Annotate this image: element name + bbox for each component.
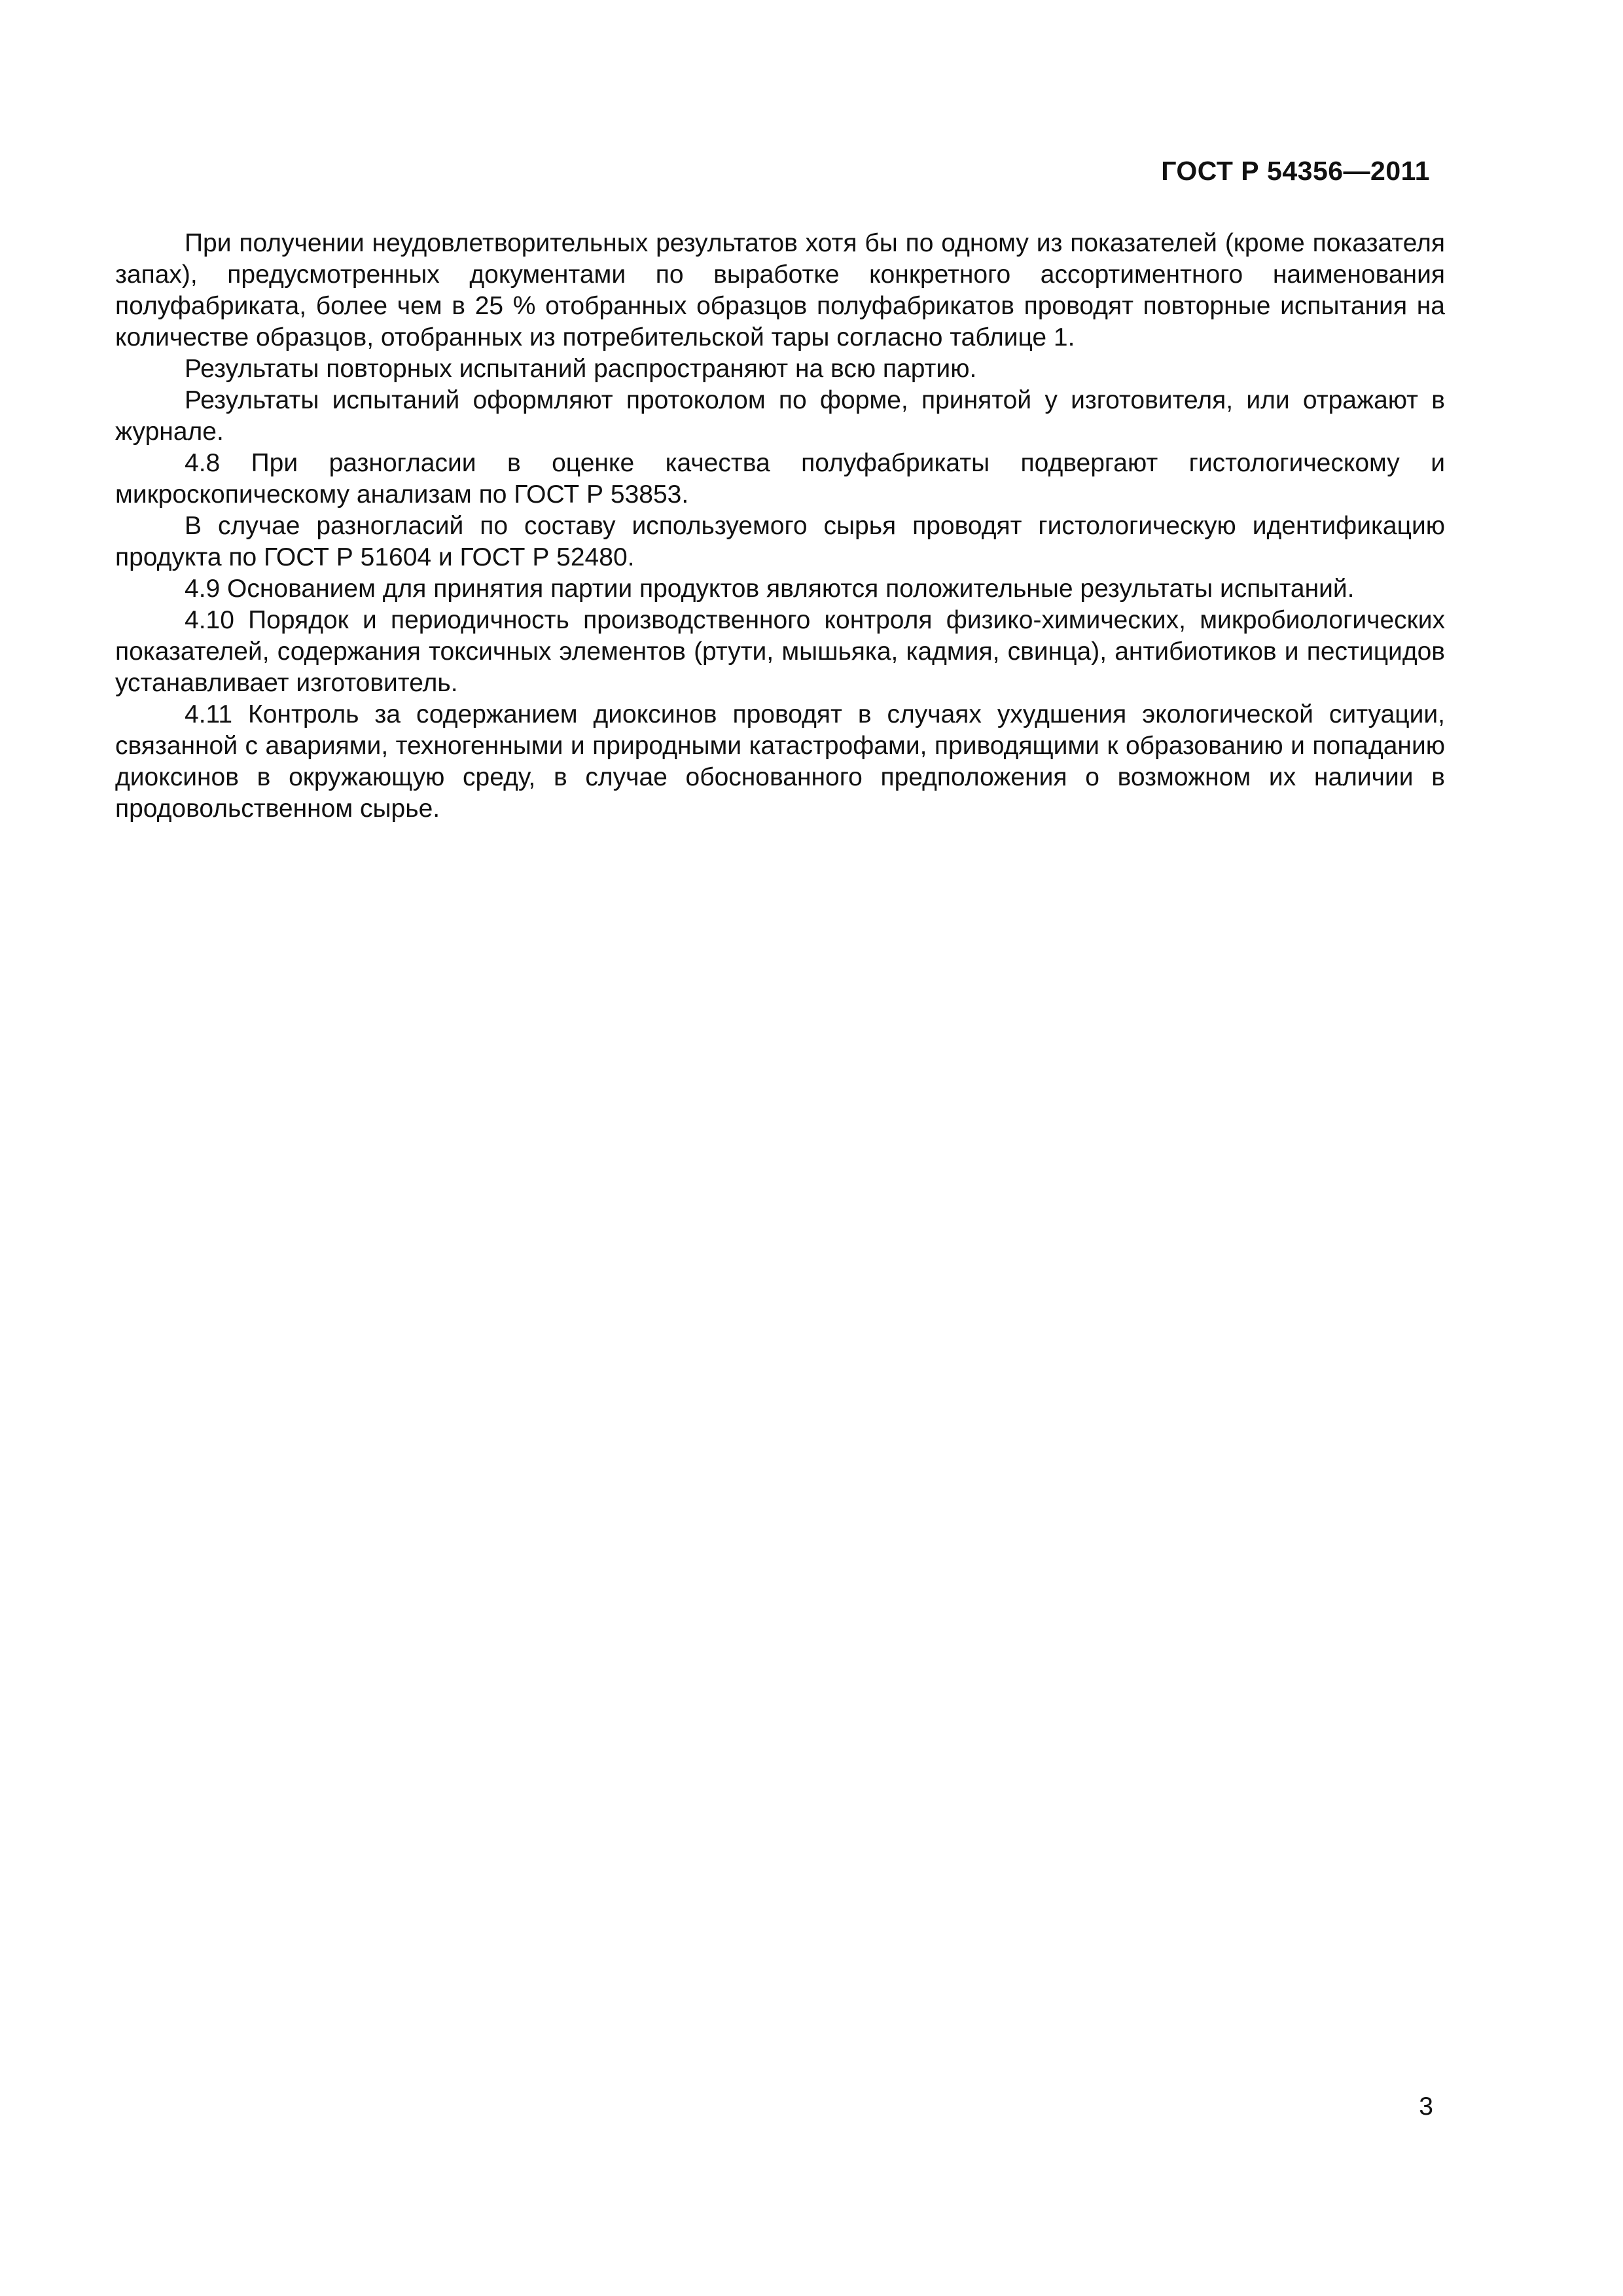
standard-code-header: ГОСТ Р 54356—2011 [1161,156,1430,186]
clause-4-9: 4.9 Основанием для принятия партии продуктов являются положительные результаты испытаний. [185,575,1355,603]
paragraph-test-results-record: Результаты испытаний оформляют протоколом по форме, принятой у изготовителя, или отражают в журнале. [115,386,1445,446]
paragraph-retest-conditions: При получении неудовлетворительных результатов хотя бы по одному из показателей (кроме показателя запах), предусмотренных документами по выработке конкретного ассортиментного наименования полуфабриката, более чем в 25 % отобранных образцов полуфабрикатов проводят повторные испытания на количестве образцов, отобранных из потребительской тары согласно таблице 1. [115,229,1445,351]
page-number: 3 [1419,2092,1433,2121]
clause-4-8: 4.8 При разногласии в оценке качества полуфабрикаты подвергают гистологическому и микроскопическому анализам по ГОСТ Р 53853. [115,449,1445,509]
clause-4-10: 4.10 Порядок и периодичность производственного контроля физико-химических, микробиологических показателей, содержания токсичных элементов (ртути, мышьяка, кадмия, свинца), антибиотиков и пестицидов устанавливает изготовитель. [115,606,1445,697]
paragraph-retest-scope: Результаты повторных испытаний распространяют на всю партию. [185,355,977,383]
clause-4-11: 4.11 Контроль за содержанием диоксинов проводят в случаях ухудшения экологической ситуации, связанной с авариями, техногенными и природными катастрофами, приводящими к образованию и попаданию диоксинов в окружающую среду, в случае обоснованного предположения о возможном их наличии в продовольственном сырье. [115,700,1445,823]
paragraph-raw-material-dispute: В случае разногласий по составу используемого сырья проводят гистологическую идентификацию продукта по ГОСТ Р 51604 и ГОСТ Р 52480. [115,512,1445,571]
document-body [115,228,1445,825]
